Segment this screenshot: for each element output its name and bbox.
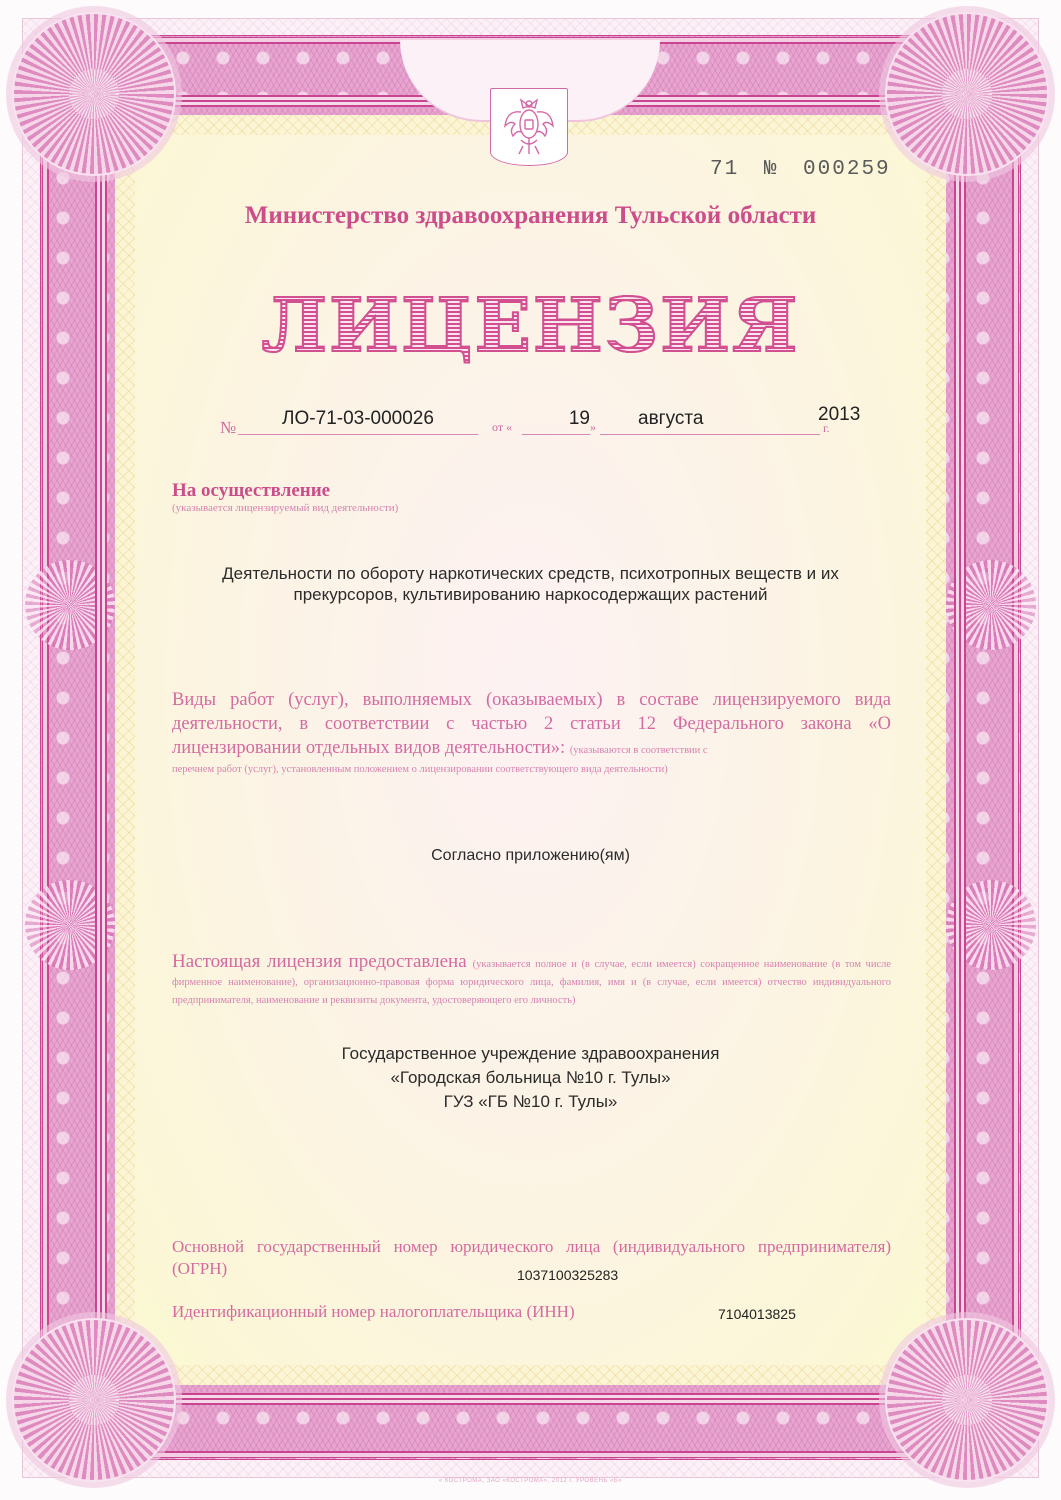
issuing-authority: Министерство здравоохранения Тульской области [244,202,817,229]
works-hint-inline: (указываются в соответствии с [569,745,708,756]
left-medallion-bottom [25,880,115,970]
activity-heading: На осуществление [172,480,331,501]
year-suffix: г. [823,421,830,435]
printer-imprint: « КОСТРОМА, ЗАО «КОСТРОМА», 2012 г. УРОВЕНЬ «Б» [438,1478,623,1484]
document-title: ЛИЦЕНЗИЯ [0,283,1061,369]
org-full-name-line1: Государственное учреждение здравоохранения [341,1044,720,1063]
date-prefix: от « [492,420,513,434]
right-medallion-top [946,560,1036,650]
license-number-row [220,404,860,440]
right-medallion-bottom [946,880,1036,970]
licensee-label-text: Настоящая лицензия предоставлена [172,951,467,972]
works-services-label [172,688,891,777]
number-label: № [220,418,237,437]
ogrn-value: 1037100325283 [517,1267,619,1283]
corner-rosette-top-left [12,12,176,176]
issue-month: августа [600,408,820,435]
serial-number-symbol: № [763,158,779,181]
works-label-text: Виды работ (услуг), выполняемых (оказываемых) в составе лицензируемого вида деятельности, в соответствии с частью 2 статьи 12 Федерального закона «О лицензировании отдельных видов деятельности»: [172,690,891,758]
licensed-activity: Деятельности по обороту наркотических средств, психотропных веществ и их прекурсоров, культивированию наркосодержащих растений [222,564,839,604]
left-medallion-top [25,560,115,650]
issue-day: 19 [522,408,590,435]
russian-coat-of-arms-icon [490,88,568,166]
serial-number: 000259 [803,158,891,181]
inn-value: 7104013825 [718,1306,796,1322]
issue-year: 2013 [818,404,861,425]
corner-rosette-bottom-right [885,1318,1049,1482]
org-short-name: ГУЗ «ГБ №10 г. Тулы» [443,1092,618,1111]
corner-rosette-top-right [885,12,1049,176]
form-serial-number [710,158,891,181]
serial-region: 71 [710,158,740,181]
org-full-name-line2: «Городская больница №10 г. Тулы» [390,1068,671,1087]
ogrn-label: Основной государственный номер юридического лица (индивидуального предпринимателя)(ОГРН) [172,1237,891,1278]
licensee-label [172,951,892,1009]
works-value: Согласно приложению(ям) [431,847,630,864]
licensee-organization [0,1042,1061,1114]
day-suffix: » [590,420,596,434]
works-hint-line2: перечнем работ (услуг), установленным положением о лицензировании соответствующего вида деятельности) [172,764,668,775]
inn-label: Идентификационный номер налогоплательщика (ИНН) [172,1302,575,1321]
license-number: ЛО-71-03-000026 [238,408,478,435]
licensee-hint: (указывается полное и (в случае, если имеется) сокращенное наименование (в том числе фирменное наименование), организационно-правовая форма юридического лица, фамилия, имя и (в случае, если имеется) отчество индивидуального предпринимателя, наименование и реквизиты документа, удостоверяющего его личность) [172,959,892,1006]
activity-hint: (указывается лицензируемый вид деятельности) [172,502,399,514]
corner-rosette-bottom-left [12,1318,176,1482]
